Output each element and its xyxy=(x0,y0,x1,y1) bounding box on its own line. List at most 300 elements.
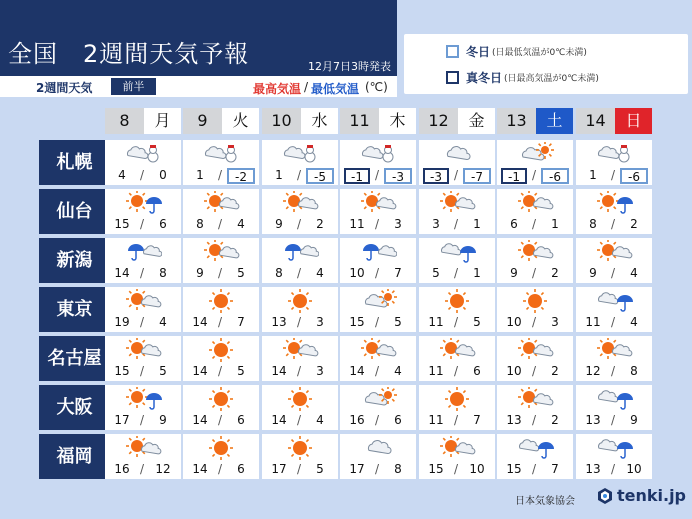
temperatures xyxy=(419,168,495,184)
min-temp: 3 xyxy=(394,217,402,231)
tenki-logo-icon xyxy=(596,487,614,505)
min-temp: 1 xyxy=(473,217,481,231)
temperatures xyxy=(419,315,495,331)
temp-separator: / xyxy=(453,168,459,182)
sunny-cloudy-icon xyxy=(202,191,240,217)
temperatures xyxy=(262,315,338,331)
temp-separator: / xyxy=(531,168,537,182)
temp-separator: / xyxy=(296,413,302,427)
temp-separator: / xyxy=(531,364,537,378)
temp-separator: / xyxy=(139,462,145,476)
day-weekday: 火 xyxy=(222,108,259,134)
temperatures xyxy=(262,168,338,184)
temp-separator: / xyxy=(610,364,616,378)
min-temp: 2 xyxy=(630,217,638,231)
temperatures xyxy=(105,413,181,429)
city-name: 福岡 xyxy=(39,434,110,479)
min-temp: 2 xyxy=(316,217,324,231)
forecast-cell xyxy=(105,287,181,332)
rain-cloudy-icon xyxy=(124,240,162,266)
forecast-cell xyxy=(497,385,573,430)
temp-separator: / xyxy=(217,168,223,182)
forecast-cell xyxy=(576,238,652,283)
min-temp: 6 xyxy=(159,217,167,231)
max-temp: 5 xyxy=(432,266,440,280)
sunny-cloudy-icon xyxy=(124,338,162,364)
forecast-cell xyxy=(340,189,416,234)
temperatures xyxy=(183,266,259,282)
temp-separator: / xyxy=(374,315,380,329)
day-weekday: 木 xyxy=(379,108,416,134)
temp-separator: / xyxy=(139,217,145,231)
fuyubi-note: (日最低気温が0℃未満) xyxy=(492,47,587,58)
temperatures xyxy=(576,364,652,380)
min-temp: 3 xyxy=(316,315,324,329)
sunny-cloudy-icon xyxy=(438,191,476,217)
temp-separator: / xyxy=(610,413,616,427)
max-temp: 17 xyxy=(271,462,287,476)
temperatures xyxy=(183,462,259,478)
sunny-cloudy-icon xyxy=(124,436,162,462)
forecast-cell xyxy=(183,434,259,479)
temp-separator: / xyxy=(296,266,302,280)
rain-cloudy-icon xyxy=(359,240,397,266)
temp-separator: / xyxy=(610,462,616,476)
forecast-cell xyxy=(262,238,338,283)
max-temp: 11 xyxy=(428,315,444,329)
forecast-cell xyxy=(262,336,338,381)
temperatures xyxy=(183,168,259,184)
cloudy-icon xyxy=(359,436,397,462)
cloudy-snow-icon xyxy=(359,142,397,168)
sunny-cloudy-icon xyxy=(359,338,397,364)
min-temp: 7 xyxy=(473,413,481,427)
max-temp: 11 xyxy=(428,364,444,378)
forecast-cell xyxy=(105,336,181,381)
min-temp: 2 xyxy=(551,413,559,427)
max-temp: 9 xyxy=(196,266,204,280)
max-temp: 15 xyxy=(428,462,444,476)
temperatures xyxy=(262,217,338,233)
max-temp: 14 xyxy=(192,364,208,378)
temperatures xyxy=(340,364,416,380)
temp-separator: / xyxy=(217,315,223,329)
cloudy-snow-icon xyxy=(124,142,162,168)
sunny-icon xyxy=(281,436,319,462)
max-temp: 17 xyxy=(114,413,130,427)
min-temp: 7 xyxy=(551,462,559,476)
temp-unit: (℃) xyxy=(365,80,388,94)
max-temp: 11 xyxy=(585,315,601,329)
forecast-cell xyxy=(183,385,259,430)
min-temp: -3 xyxy=(384,168,412,184)
temperatures xyxy=(105,266,181,282)
forecast-cell xyxy=(340,140,416,185)
sunny-rain-icon xyxy=(124,387,162,413)
sunny-icon xyxy=(281,387,319,413)
min-temp: 4 xyxy=(159,315,167,329)
max-temp: 13 xyxy=(585,462,601,476)
temp-separator: / xyxy=(610,315,616,329)
cloudy-snow-icon xyxy=(595,142,633,168)
temperatures xyxy=(576,266,652,282)
temp-separator: / xyxy=(217,217,223,231)
max-temp: 13 xyxy=(585,413,601,427)
min-temp: 2 xyxy=(551,364,559,378)
min-temp: -6 xyxy=(620,168,648,184)
sunny-icon xyxy=(438,387,476,413)
day-weekday: 土 xyxy=(536,108,573,134)
temp-separator: / xyxy=(374,168,380,182)
temperatures xyxy=(105,217,181,233)
sunny-icon xyxy=(281,289,319,315)
forecast-cell xyxy=(497,287,573,332)
temp-separator: / xyxy=(453,462,459,476)
forecast-cell xyxy=(262,385,338,430)
max-temp: 11 xyxy=(349,217,365,231)
forecast-cell xyxy=(576,189,652,234)
max-temp: 3 xyxy=(432,217,440,231)
temperatures xyxy=(497,364,573,380)
day-weekday: 日 xyxy=(615,108,652,134)
max-temp: 14 xyxy=(349,364,365,378)
temp-separator: / xyxy=(453,266,459,280)
forecast-cell xyxy=(340,238,416,283)
max-temp: 10 xyxy=(506,364,522,378)
temp-separator: / xyxy=(296,315,302,329)
sunny-cloudy-icon xyxy=(124,289,162,315)
day-header xyxy=(497,108,573,134)
temp-separator: / xyxy=(296,364,302,378)
forecast-cell xyxy=(419,189,495,234)
min-temp: -7 xyxy=(463,168,491,184)
mafuyubi-swatch xyxy=(446,71,459,84)
max-temp: 15 xyxy=(349,315,365,329)
max-temp: 17 xyxy=(349,462,365,476)
cloudy-icon xyxy=(438,142,476,168)
min-temp: 5 xyxy=(473,315,481,329)
max-temp-label: 最高気温 xyxy=(253,82,302,96)
temperatures xyxy=(183,217,259,233)
temperatures xyxy=(419,413,495,429)
max-temp: 8 xyxy=(196,217,204,231)
max-temp: 12 xyxy=(585,364,601,378)
city-name: 札幌 xyxy=(39,140,110,185)
temp-separator: / xyxy=(453,217,459,231)
cloudy-snow-icon xyxy=(202,142,240,168)
min-temp: -2 xyxy=(227,168,255,184)
min-temp: 4 xyxy=(630,266,638,280)
temp-separator: / xyxy=(374,217,380,231)
max-temp: 14 xyxy=(192,462,208,476)
temperatures xyxy=(340,462,416,478)
temperatures xyxy=(497,315,573,331)
cloudy-rain-icon xyxy=(516,436,554,462)
sunny-cloudy-icon xyxy=(281,191,319,217)
max-temp: 15 xyxy=(114,364,130,378)
temp-separator: / xyxy=(453,413,459,427)
page-title: 全国 2週間天気予報 xyxy=(8,40,250,68)
max-temp: -3 xyxy=(423,168,449,184)
temp-separator: / xyxy=(296,217,302,231)
forecast-cell xyxy=(419,336,495,381)
max-temp: 1 xyxy=(589,168,597,182)
label-separator: / xyxy=(304,80,309,94)
max-temp: 1 xyxy=(275,168,283,182)
legend-fuyubi xyxy=(446,43,587,59)
temp-separator: / xyxy=(531,413,537,427)
cloudy-snow-icon xyxy=(281,142,319,168)
max-temp: 1 xyxy=(196,168,204,182)
day-header xyxy=(105,108,181,134)
temp-separator: / xyxy=(610,217,616,231)
temperatures xyxy=(340,413,416,429)
min-temp: 7 xyxy=(394,266,402,280)
forecast-cell xyxy=(262,434,338,479)
max-temp: 13 xyxy=(506,413,522,427)
sunny-cloudy-icon xyxy=(359,191,397,217)
forecast-cell xyxy=(183,238,259,283)
max-temp: 14 xyxy=(114,266,130,280)
title-bar xyxy=(0,0,397,76)
max-temp: 16 xyxy=(114,462,130,476)
city-name: 新潟 xyxy=(39,238,110,283)
max-temp: 15 xyxy=(506,462,522,476)
min-temp: 2 xyxy=(551,266,559,280)
day-header xyxy=(419,108,495,134)
sunny-icon xyxy=(202,436,240,462)
max-temp: -1 xyxy=(344,168,370,184)
max-temp: 13 xyxy=(271,315,287,329)
city-name: 仙台 xyxy=(39,189,110,234)
temperatures xyxy=(105,315,181,331)
temp-separator: / xyxy=(610,168,616,182)
temp-separator: / xyxy=(217,364,223,378)
temp-separator: / xyxy=(610,266,616,280)
min-temp: 12 xyxy=(155,462,171,476)
min-temp: 1 xyxy=(473,266,481,280)
min-temp: -5 xyxy=(306,168,334,184)
min-temp: 4 xyxy=(630,315,638,329)
day-number: 11 xyxy=(340,108,379,134)
fuyubi-swatch xyxy=(446,45,459,58)
forecast-cell xyxy=(262,189,338,234)
city-name: 名古屋 xyxy=(39,336,110,381)
min-temp: 0 xyxy=(159,168,167,182)
day-number: 13 xyxy=(497,108,536,134)
min-temp: 4 xyxy=(316,266,324,280)
temperatures xyxy=(340,266,416,282)
forecast-cell xyxy=(262,287,338,332)
forecast-cell xyxy=(183,336,259,381)
max-temp: 11 xyxy=(428,413,444,427)
temp-separator: / xyxy=(139,413,145,427)
cloudy-sunny-icon xyxy=(359,387,397,413)
cloudy-sunny-icon xyxy=(359,289,397,315)
temp-separator: / xyxy=(139,168,145,182)
sunny-cloudy-icon xyxy=(516,387,554,413)
sunny-icon xyxy=(202,387,240,413)
temperatures xyxy=(576,168,652,184)
mafuyubi-label: 真冬日 xyxy=(466,70,503,85)
sunny-cloudy-icon xyxy=(516,240,554,266)
temperatures xyxy=(419,364,495,380)
max-temp: 16 xyxy=(349,413,365,427)
temp-separator: / xyxy=(296,462,302,476)
min-temp: 5 xyxy=(237,266,245,280)
period-badge: 前半 xyxy=(111,78,156,95)
temperatures xyxy=(105,364,181,380)
temperatures xyxy=(262,266,338,282)
max-temp: 9 xyxy=(510,266,518,280)
min-temp: 5 xyxy=(394,315,402,329)
day-header xyxy=(262,108,338,134)
sunny-icon xyxy=(202,289,240,315)
forecast-cell xyxy=(340,336,416,381)
forecast-cell xyxy=(497,238,573,283)
max-temp: 14 xyxy=(271,364,287,378)
forecast-cell xyxy=(105,434,181,479)
min-temp: -6 xyxy=(541,168,569,184)
temp-separator: / xyxy=(217,413,223,427)
temperatures xyxy=(497,217,573,233)
max-temp: 4 xyxy=(118,168,126,182)
subtitle: 2週間天気 xyxy=(36,81,93,95)
rain-cloudy-icon xyxy=(281,240,319,266)
min-temp: 7 xyxy=(237,315,245,329)
min-temp: 6 xyxy=(473,364,481,378)
temperatures xyxy=(262,413,338,429)
temperatures xyxy=(183,315,259,331)
forecast-cell xyxy=(419,140,495,185)
sunny-cloudy-icon xyxy=(438,338,476,364)
max-temp: 6 xyxy=(510,217,518,231)
forecast-cell xyxy=(183,140,259,185)
temperatures xyxy=(497,168,573,184)
temperatures xyxy=(497,266,573,282)
temperatures xyxy=(105,168,181,184)
sunny-rain-icon xyxy=(124,191,162,217)
sunny-cloudy-icon xyxy=(438,436,476,462)
min-temp: 3 xyxy=(551,315,559,329)
forecast-cell xyxy=(183,189,259,234)
temp-separator: / xyxy=(453,315,459,329)
cloudy-rain-icon xyxy=(595,436,633,462)
cloudy-rain-icon xyxy=(595,387,633,413)
forecast-cell xyxy=(105,385,181,430)
temp-separator: / xyxy=(531,315,537,329)
temperatures xyxy=(576,217,652,233)
subtitle-bar xyxy=(0,76,397,97)
min-temp: 8 xyxy=(630,364,638,378)
forecast-cell xyxy=(105,238,181,283)
temp-separator: / xyxy=(531,217,537,231)
sunny-icon xyxy=(438,289,476,315)
sunny-cloudy-icon xyxy=(516,338,554,364)
temperatures xyxy=(183,364,259,380)
max-temp: 14 xyxy=(192,315,208,329)
cloudy-sunny-icon xyxy=(516,142,554,168)
forecast-cell xyxy=(576,434,652,479)
max-temp: 10 xyxy=(506,315,522,329)
forecast-cell xyxy=(340,287,416,332)
temperatures xyxy=(183,413,259,429)
tenki-logo xyxy=(596,486,686,505)
temp-separator: / xyxy=(531,266,537,280)
mafuyubi-note: (日最高気温が0℃未満) xyxy=(504,73,599,84)
min-temp: 4 xyxy=(316,413,324,427)
header xyxy=(0,0,397,97)
temp-separator: / xyxy=(374,462,380,476)
city-name: 東京 xyxy=(39,287,110,332)
temp-separator: / xyxy=(139,315,145,329)
temperatures xyxy=(576,413,652,429)
forecast-cell xyxy=(183,287,259,332)
day-number: 10 xyxy=(262,108,301,134)
min-temp: 6 xyxy=(237,462,245,476)
min-temp: 8 xyxy=(394,462,402,476)
forecast-cell xyxy=(419,385,495,430)
max-temp: 9 xyxy=(589,266,597,280)
day-header xyxy=(340,108,416,134)
forecast-cell xyxy=(576,385,652,430)
sunny-cloudy-icon xyxy=(516,191,554,217)
sunny-icon xyxy=(516,289,554,315)
temperatures xyxy=(419,266,495,282)
published-time: 12月7日3時発表 xyxy=(308,60,391,73)
temperatures xyxy=(576,462,652,478)
temperatures xyxy=(576,315,652,331)
day-weekday: 金 xyxy=(458,108,495,134)
forecast-cell xyxy=(419,238,495,283)
forecast-cell xyxy=(497,140,573,185)
min-temp: 5 xyxy=(159,364,167,378)
day-header xyxy=(576,108,652,134)
sunny-cloudy-icon xyxy=(202,240,240,266)
min-temp: 10 xyxy=(626,462,642,476)
legend-mafuyubi xyxy=(446,69,599,85)
logo-text: tenki.jp xyxy=(616,486,686,505)
min-temp: 1 xyxy=(551,217,559,231)
temp-separator: / xyxy=(374,413,380,427)
legend xyxy=(404,34,688,94)
min-temp: 4 xyxy=(394,364,402,378)
temperatures xyxy=(262,462,338,478)
cloudy-rain-icon xyxy=(595,289,633,315)
sunny-cloudy-icon xyxy=(281,338,319,364)
sunny-rain-icon xyxy=(595,191,633,217)
min-temp-label: 最低気温 xyxy=(311,82,360,96)
day-weekday: 月 xyxy=(144,108,181,134)
day-number: 14 xyxy=(576,108,615,134)
max-temp: 14 xyxy=(192,413,208,427)
temperatures xyxy=(419,217,495,233)
temp-separator: / xyxy=(139,364,145,378)
min-temp: 6 xyxy=(394,413,402,427)
forecast-cell xyxy=(340,434,416,479)
temperatures xyxy=(497,462,573,478)
forecast-cell xyxy=(340,385,416,430)
temperatures xyxy=(105,462,181,478)
temp-separator: / xyxy=(296,168,302,182)
temperatures xyxy=(340,315,416,331)
min-temp: 3 xyxy=(316,364,324,378)
forecast-cell xyxy=(262,140,338,185)
temp-separator: / xyxy=(374,364,380,378)
sunny-icon xyxy=(202,338,240,364)
fuyubi-label: 冬日 xyxy=(466,44,491,59)
cloudy-rain-icon xyxy=(438,240,476,266)
